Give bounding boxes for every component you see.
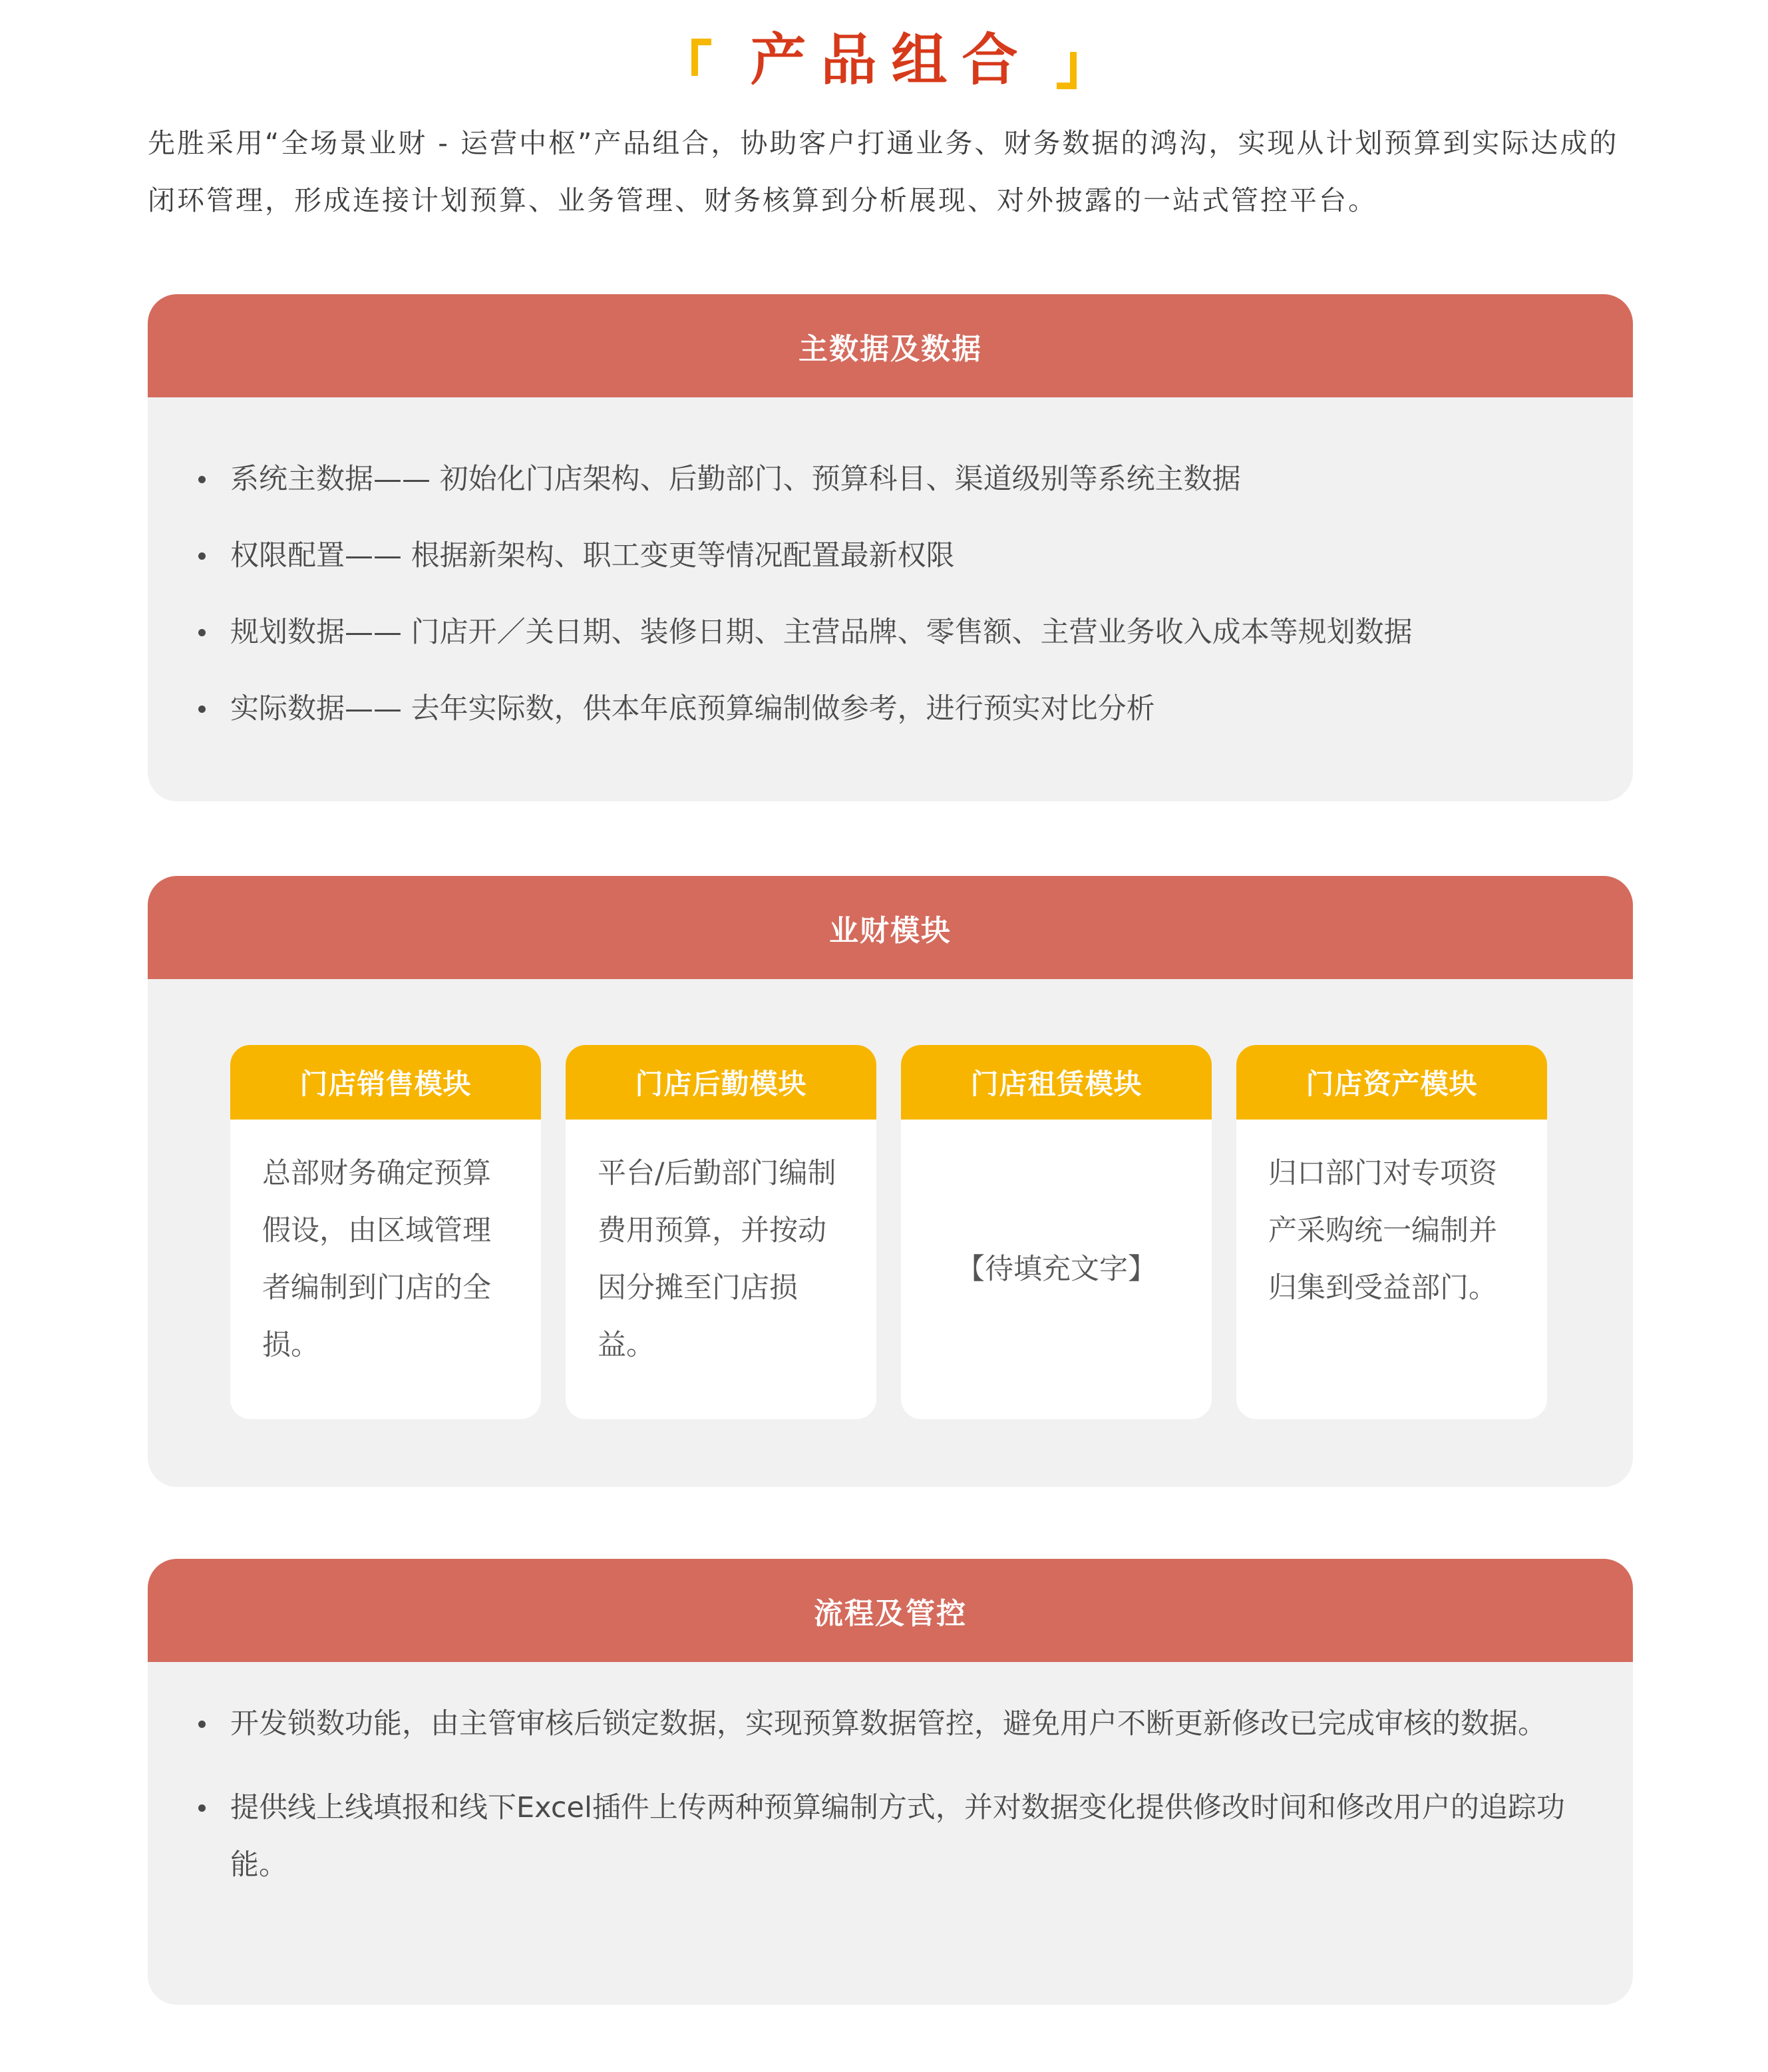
list-item-text: 开发锁数功能，由主管审核后锁定数据，实现预算数据管控，避免用户不断更新修改已完成审核的数据。 [230,1707,1546,1741]
module-card-leasing [901,1045,1212,1419]
list-item [148,1695,1580,1753]
list-item-text: 规划数据—— 门店开／关日期、装修日期、主营品牌、零售额、主营业务收入成本等规划数据 [230,616,1413,649]
module-description: 【待填充文字】 [956,1253,1156,1286]
module-card-assets [1236,1045,1547,1419]
list-item-text: 权限配置—— 根据新架构、职工变更等情况配置最新权限 [230,539,955,572]
bullet-dot-icon [198,552,206,560]
bullet-list [148,1662,1633,1894]
module-description: 平台/后勤部门编制费用预算，并按动因分摊至门店损益。 [598,1157,836,1362]
bullet-list [148,397,1633,747]
list-item [148,1779,1580,1894]
bullet-dot-icon [198,629,206,636]
module-card-logistics [566,1045,876,1419]
module-description: 总部财务确定预算假设，由区域管理者编制到门店的全损。 [262,1157,491,1362]
bullet-dot-icon [198,706,206,713]
list-item-text: 系统主数据—— 初始化门店架构、后勤部门、预算科目、渠道级别等系统主数据 [230,463,1241,496]
list-item-text: 提供线上线填报和线下Excel插件上传两种预算编制方式，并对数据变化提供修改时间和修改用户的追踪功能。 [230,1791,1565,1882]
intro-paragraph: 先胜采用“全场景业财 - 运营中枢”产品组合，协助客户打通业务、财务数据的鸿沟，实现从计划预算到实际达成的闭环管理，形成连接计划预算、业务管理、财务核算到分析展现、对外披露的一站式管控平台。 [148,127,1619,216]
module-title: 门店销售模块 [230,1045,541,1120]
module-grid [230,1045,1547,1419]
page-title-row [0,20,1768,100]
module-title: 门店租赁模块 [901,1045,1212,1120]
list-item [148,594,1633,671]
section-business-finance-modules [148,876,1633,1487]
list-item [148,441,1633,518]
list-item-text: 实际数据—— 去年实际数，供本年底预算编制做参考，进行预实对比分析 [230,692,1155,725]
module-card-sales [230,1045,541,1419]
bullet-dot-icon [198,1804,206,1812]
right-bracket-icon [1051,27,1091,93]
bullet-dot-icon [198,476,206,483]
section-header: 主数据及数据 [148,294,1633,397]
list-item [148,671,1633,747]
module-title: 门店后勤模块 [566,1045,876,1120]
section-header: 流程及管控 [148,1559,1633,1662]
list-item [148,518,1633,594]
module-title: 门店资产模块 [1236,1045,1547,1120]
section-process-control [148,1559,1633,2005]
section-master-data [148,294,1633,801]
left-bracket-icon [677,27,717,93]
section-header: 业财模块 [148,876,1633,979]
module-description: 归口部门对专项资产采购统一编制并归集到受益部门。 [1268,1157,1497,1305]
bullet-dot-icon [198,1721,206,1728]
page-title: 产品组合 [750,27,1033,93]
